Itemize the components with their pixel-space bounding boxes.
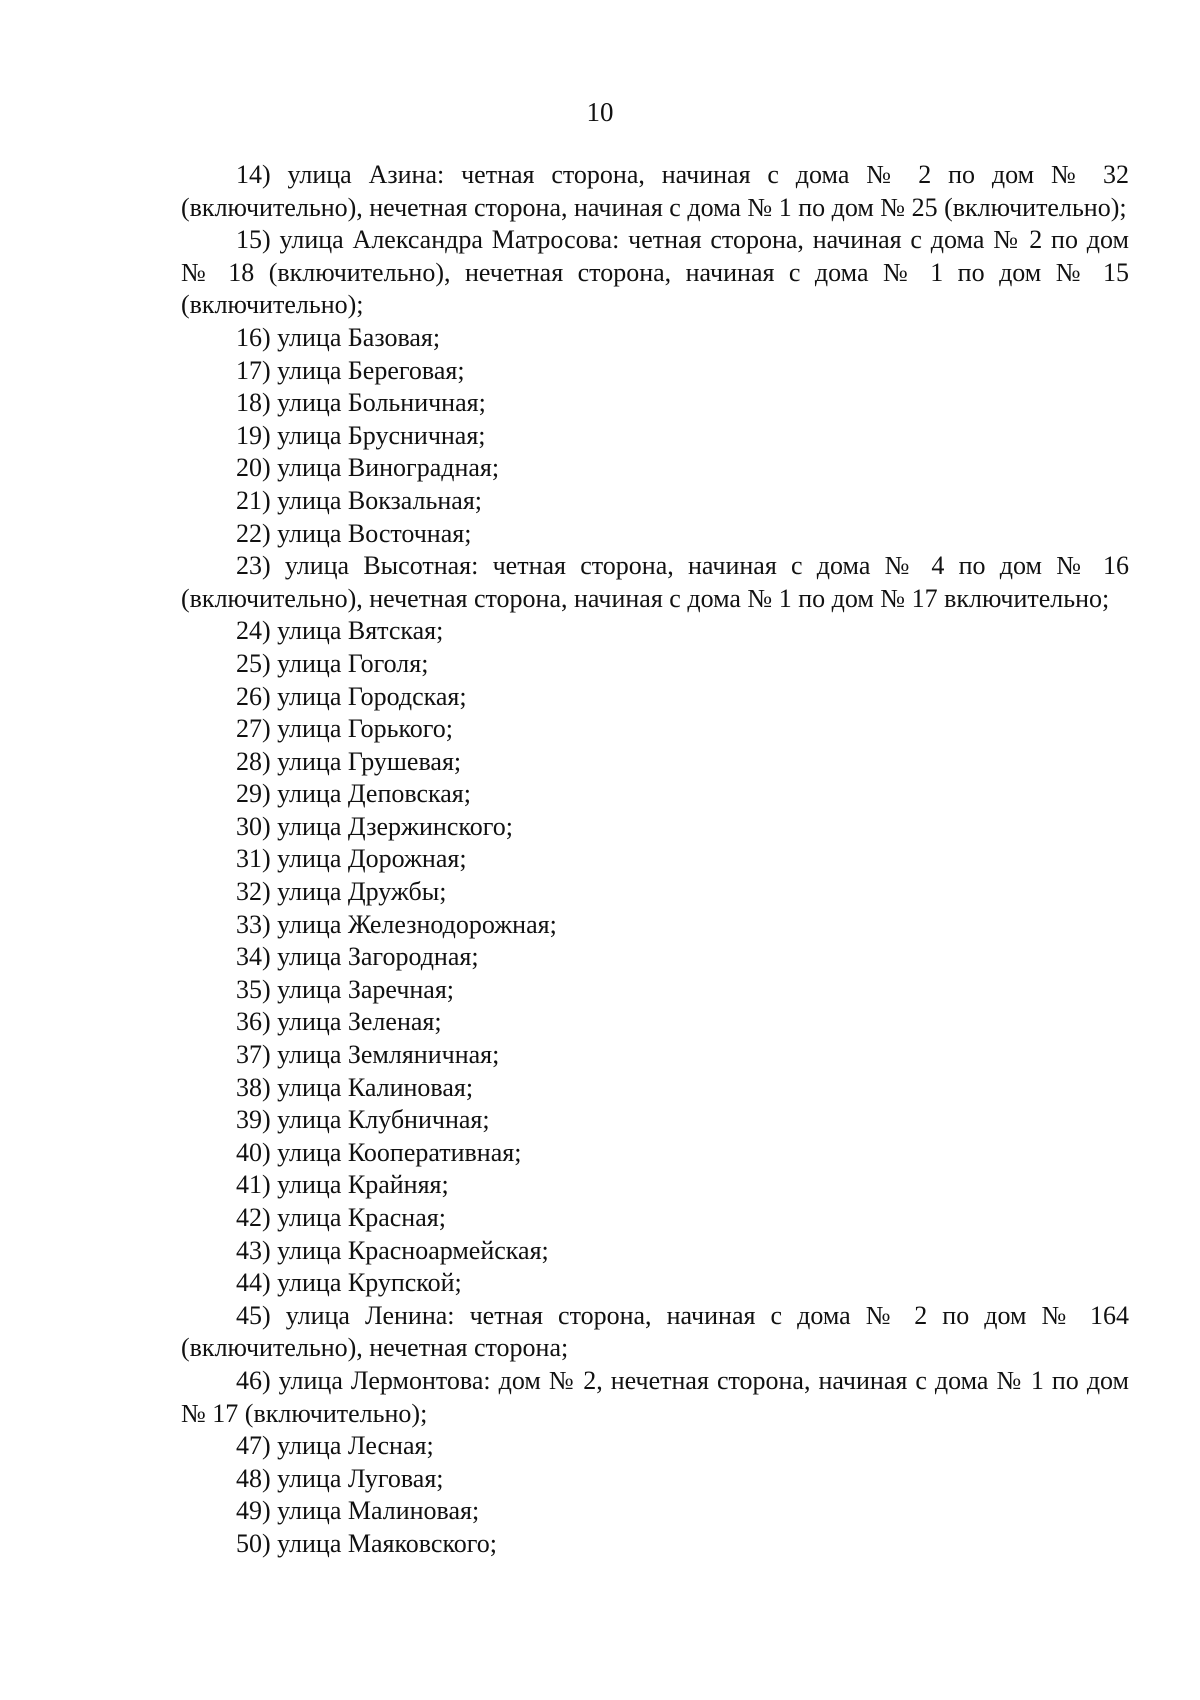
list-item: 48) улица Луговая; xyxy=(236,1463,444,1493)
list-item: 47) улица Лесная; xyxy=(236,1431,434,1461)
list-item: 15) улица Александра Матросова: четная сторона, начиная с дома № 2 по дом № 18 (включительно), нечетная сторона, начиная с дома № 1 по дом № 15 (включительно); xyxy=(181,225,1129,320)
list-item: 40) улица Кооперативная; xyxy=(236,1137,522,1167)
list-item: 37) улица Земляничная; xyxy=(236,1040,500,1070)
list-item: 35) улица Заречная; xyxy=(236,974,455,1004)
list-item: 22) улица Восточная; xyxy=(236,518,472,548)
list-item: 25) улица Гоголя; xyxy=(236,648,429,678)
list-item: 44) улица Крупской; xyxy=(236,1268,462,1298)
list-item: 46) улица Лермонтова: дом № 2, нечетная сторона, начиная с дома № 1 по дом № 17 (включительно); xyxy=(181,1365,1129,1428)
list-item: 30) улица Дзержинского; xyxy=(236,811,513,841)
list-item: 42) улица Красная; xyxy=(236,1203,446,1232)
list-item: 32) улица Дружбы; xyxy=(236,877,447,907)
list-item: 16) улица Базовая; xyxy=(236,322,441,352)
list-item: 49) улица Малиновая; xyxy=(236,1496,480,1526)
list-item: 36) улица Зеленая; xyxy=(236,1007,442,1037)
list-item: 18) улица Больничная; xyxy=(236,388,486,418)
list-item: 41) улица Крайняя; xyxy=(236,1170,449,1200)
list-item: 26) улица Городская; xyxy=(236,681,467,711)
list-item: 20) улица Виноградная; xyxy=(236,453,500,483)
list-item: 39) улица Клубничная; xyxy=(236,1105,490,1135)
list-item: 45) улица Ленина: четная сторона, начиная с дома № 2 по дом № 164 (включительно), нечетная сторона; xyxy=(181,1300,1129,1363)
list-item: 21) улица Вокзальная; xyxy=(236,485,482,515)
list-item: 23) улица Высотная: четная сторона, начиная с дома № 4 по дом № 16 (включительно), нечетная сторона, начиная с дома № 1 по дом № 17 включительно; xyxy=(181,551,1129,613)
list-item: 27) улица Горького; xyxy=(236,714,454,744)
list-item: 50) улица Маяковского; xyxy=(236,1528,498,1558)
list-item: 19) улица Брусничная; xyxy=(236,420,486,450)
list-item: 33) улица Железнодорожная; xyxy=(236,909,557,939)
list-item: 28) улица Грушевая; xyxy=(236,746,462,776)
page-number: 10 xyxy=(586,97,614,127)
list-item: 14) улица Азина: четная сторона, начиная с дома № 2 по дом № 32 (включительно), нечетная сторона, начиная с дома № 1 по дом № 25 (включительно); xyxy=(181,160,1129,222)
list-item: 24) улица Вятская; xyxy=(236,616,444,646)
list-item: 38) улица Калиновая; xyxy=(236,1072,474,1102)
list-item: 17) улица Береговая; xyxy=(236,355,465,385)
list-item: 43) улица Красноармейская; xyxy=(236,1235,549,1265)
list-item: 31) улица Дорожная; xyxy=(236,844,467,874)
street-list xyxy=(181,159,1129,1561)
list-item: 29) улица Деповская; xyxy=(236,779,471,809)
list-item: 34) улица Загородная; xyxy=(236,942,479,972)
